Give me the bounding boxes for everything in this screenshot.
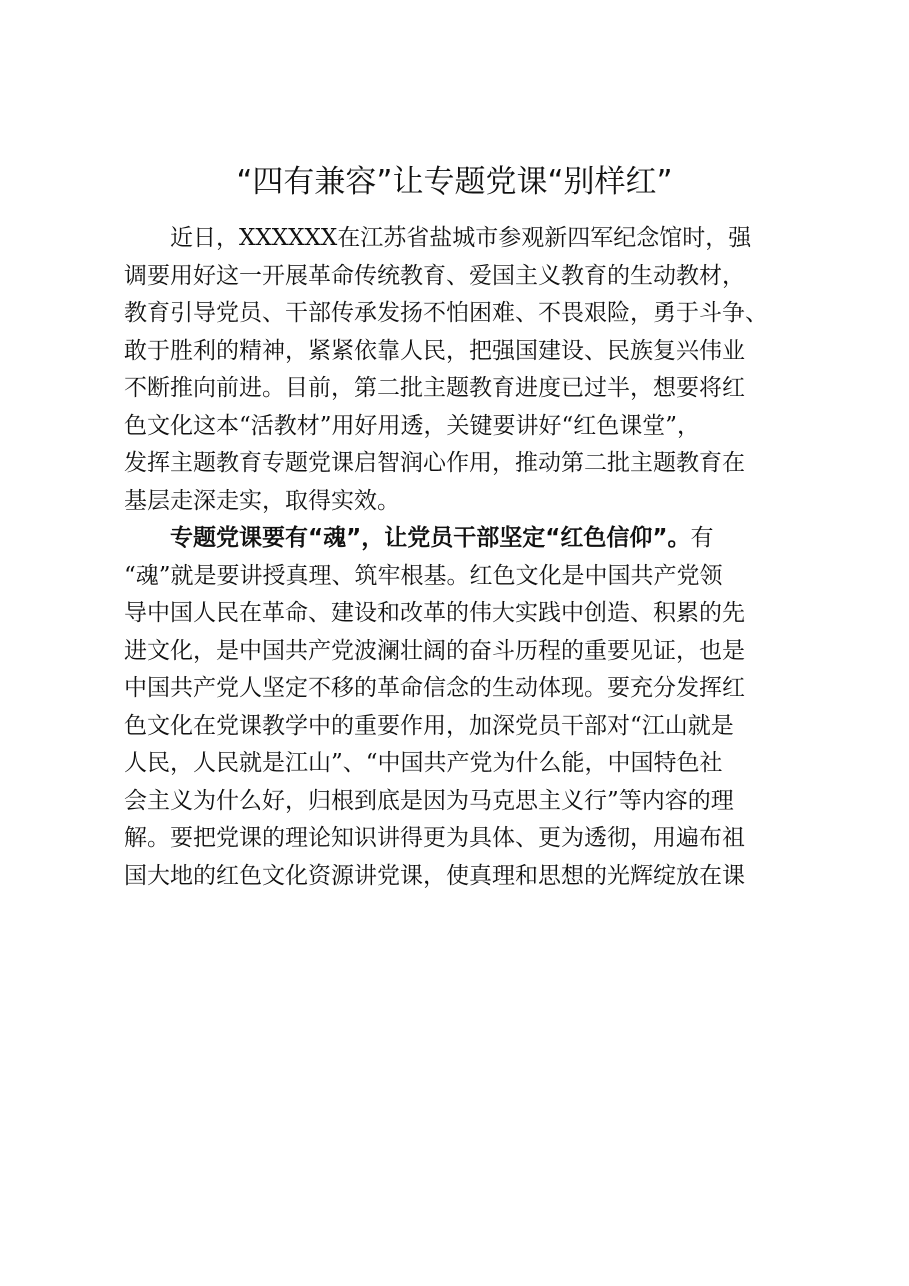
paragraph-1-line: 教育引导党员、干部传承发扬不怕困难、不畏艰险，勇于斗争、 — [124, 300, 768, 326]
paragraph-2-first-tail: 有 — [690, 525, 714, 551]
document-title: “四有兼容”让专题党课“别样红” — [236, 164, 673, 200]
paragraph-1-line: 不断推向前进。目前，第二批主题教育进度已过半，想要将红 — [124, 375, 745, 401]
paragraph-2-line: 进文化，是中国共产党波澜壮阔的奋斗历程的重要见证，也是 — [124, 637, 745, 664]
paragraph-1-line: 敢于胜利的精神，紧紧依靠人民，把强国建设、民族复兴伟业 — [124, 337, 745, 364]
paragraph-1-line: 近日，XXXXXX在江苏省盐城市参观新四军纪念馆时，强 — [170, 225, 752, 251]
paragraph-1-line: 基层走深走实，取得实效。 — [124, 487, 400, 514]
paragraph-1-line: 调要用好这一开展革命传统教育、爱国主义教育的生动教材， — [124, 262, 745, 289]
paragraph-2-line: “魂”就是要讲授真理、筑牢根基。红色文化是中国共产党领 — [124, 562, 723, 589]
paragraph-2-line: 会主义为什么好，归根到底是因为马克思主义行”等内容的理 — [124, 787, 734, 814]
paragraph-2-line: 中国共产党人坚定不移的革命信念的生动体现。要充分发挥红 — [124, 675, 745, 701]
paragraph-1-line: 色文化这本“活教材”用好用透，关键要讲好“红色课堂”， — [124, 412, 701, 439]
paragraph-2-line: 色文化在党课教学中的重要作用，加深党员干部对“江山就是 — [124, 712, 734, 739]
document-body — [124, 220, 804, 895]
paragraph-2-line: 解。要把党课的理论知识讲得更为具体、更为透彻，用遍布祖 — [124, 825, 745, 851]
paragraph-1-line: 发挥主题教育专题党课启智润心作用，推动第二批主题教育在 — [124, 450, 745, 476]
paragraph-2-line: 人民，人民就是江山”、“中国共产党为什么能，中国特色社 — [124, 750, 723, 776]
paragraph-2-heading: 专题党课要有“魂”，让党员干部坚定“红色信仰”。 — [170, 525, 691, 551]
paragraph-2-line: 导中国人民在革命、建设和改革的伟大实践中创造、积累的先 — [124, 600, 745, 626]
paragraph-2-first-line — [124, 520, 804, 558]
paragraph-2-line: 国大地的红色文化资源讲党课，使真理和思想的光辉绽放在课 — [124, 862, 745, 889]
